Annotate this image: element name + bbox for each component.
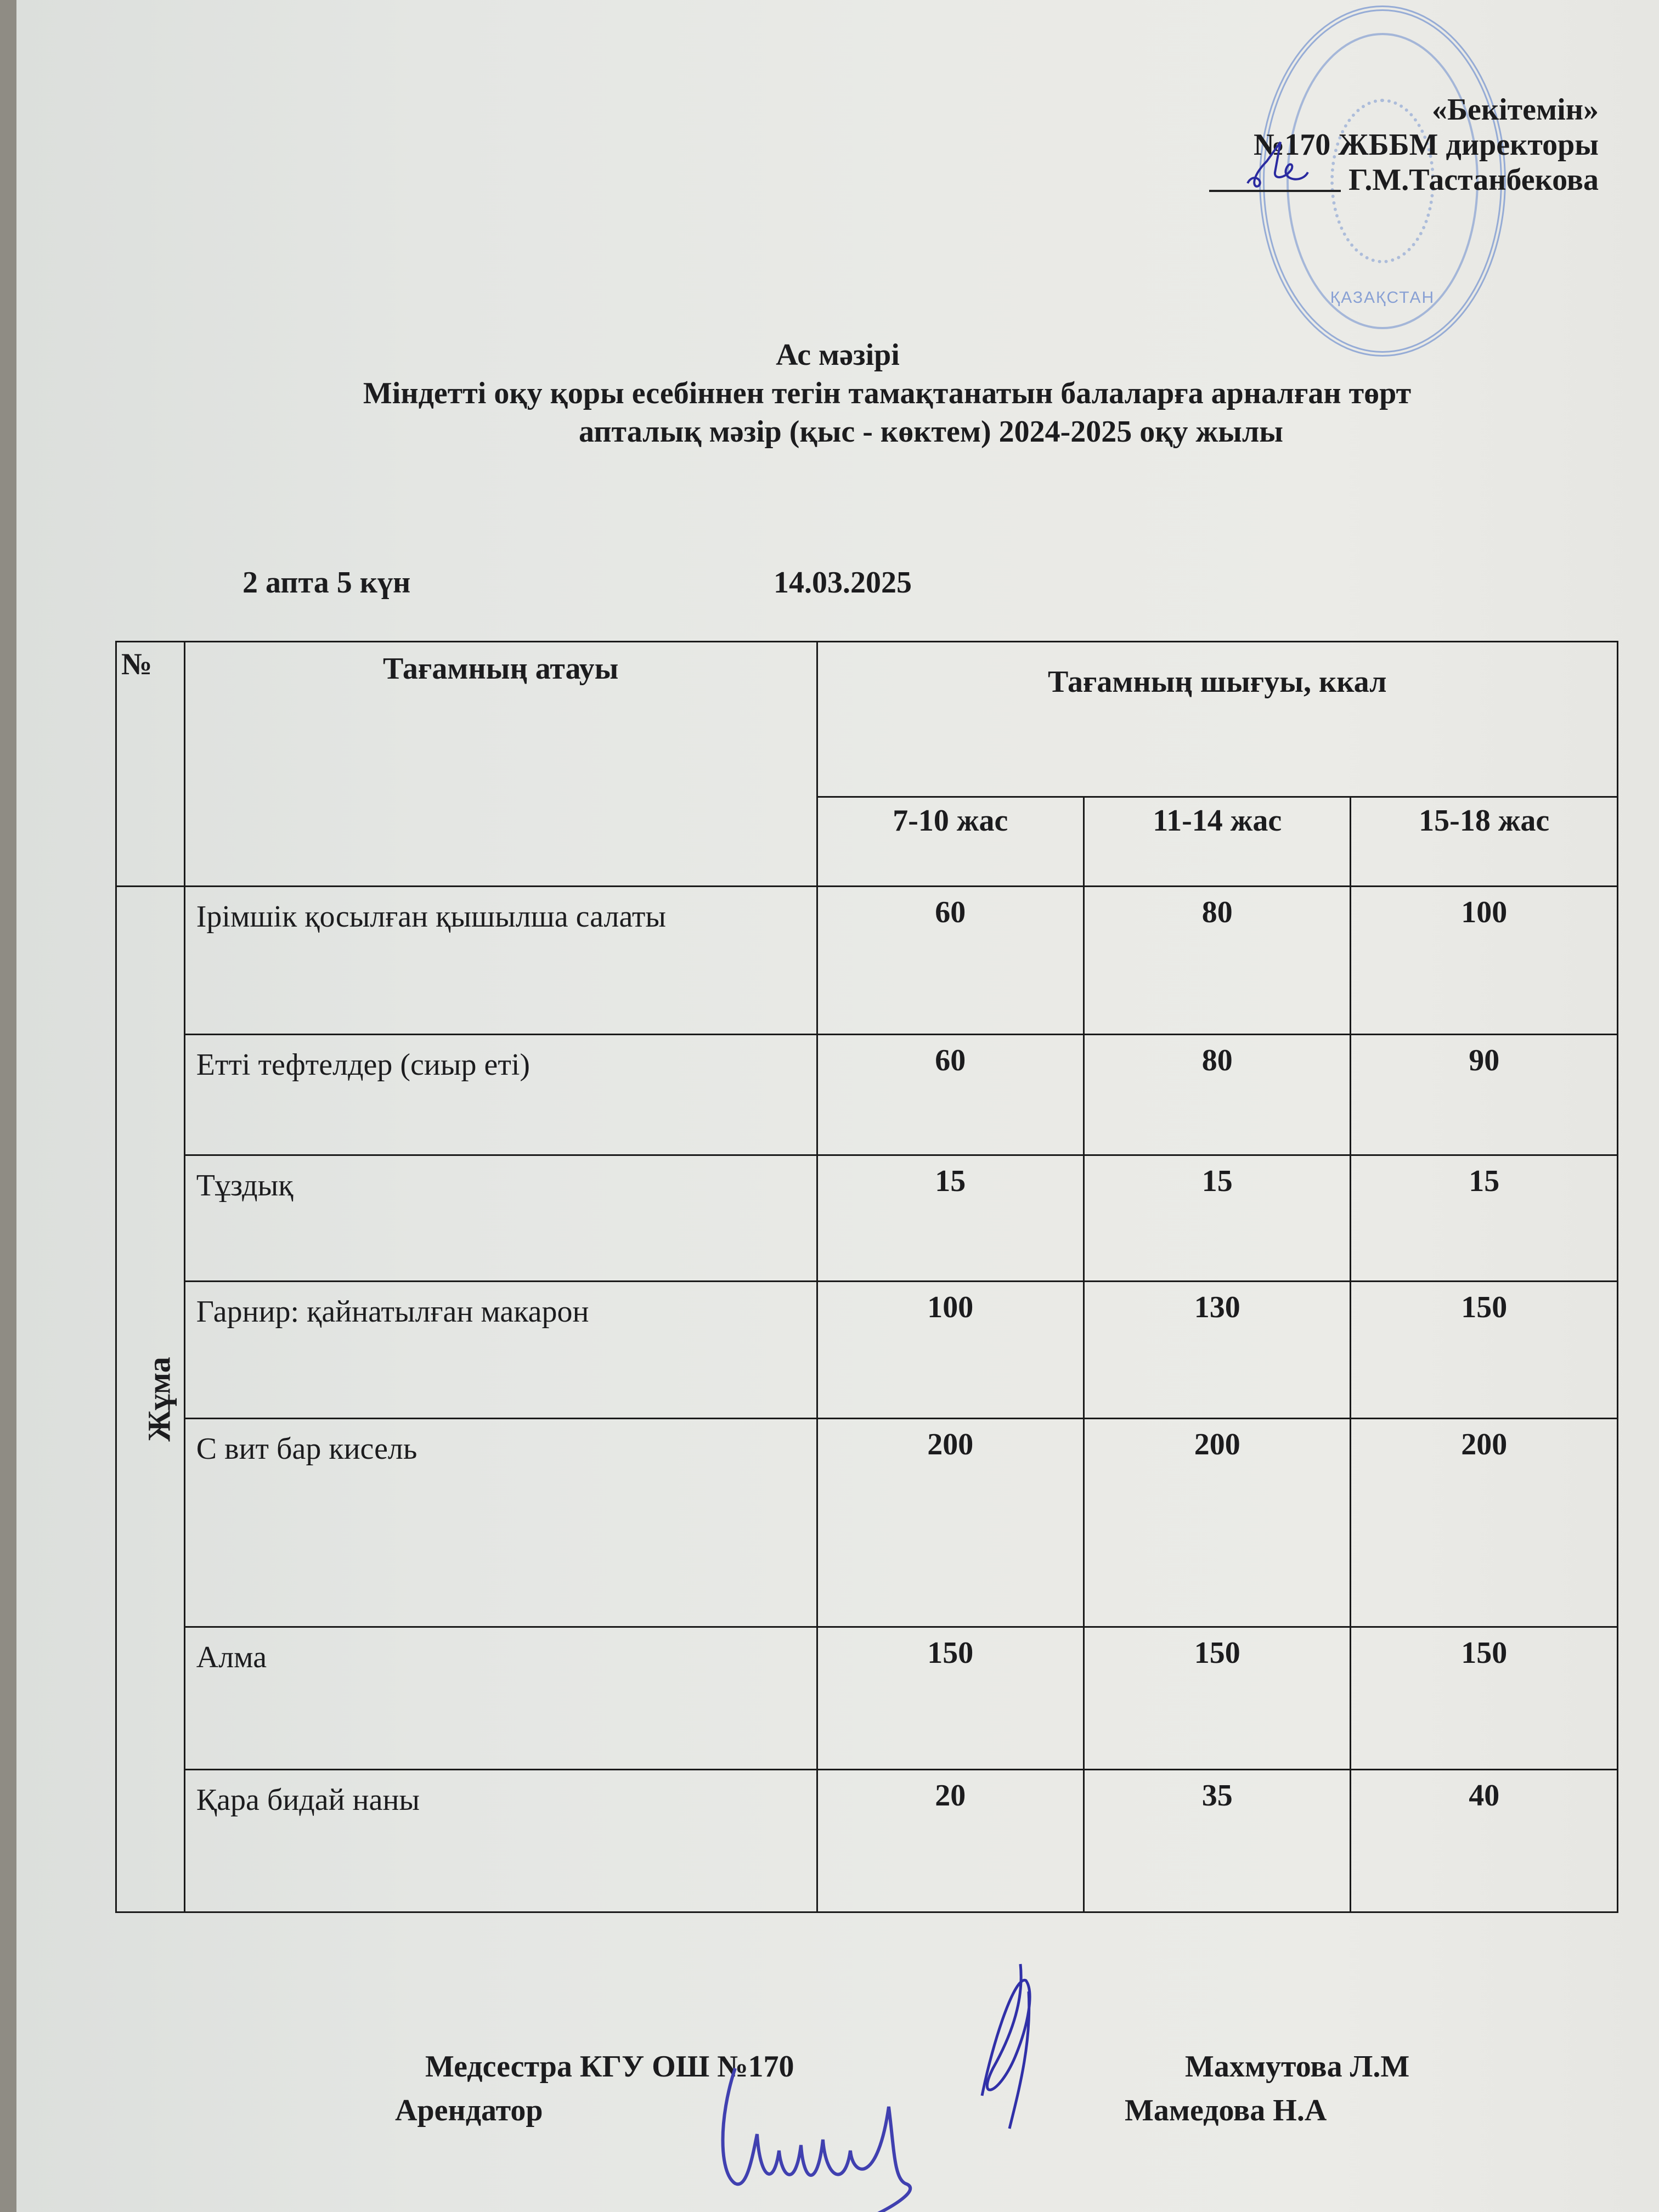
- menu-row: [116, 1770, 1618, 1912]
- portion-value: 200: [1351, 1419, 1618, 1627]
- lessee-role: Арендатор: [395, 2094, 543, 2128]
- dish-name: Алма: [184, 1627, 817, 1770]
- portion-value: 60: [817, 1035, 1084, 1155]
- day-label: Жұма: [141, 1357, 177, 1442]
- director-signature: [1242, 139, 1313, 189]
- menu-row: [116, 1627, 1618, 1770]
- week-day-label: 2 апта 5 күн: [242, 566, 411, 600]
- approval-position: №170 ЖББМ директоры: [1253, 128, 1599, 162]
- title-line-2: Міндетті оқу қоры есебіннен тегін тамақтанатын балаларға арналған төрт: [363, 376, 1412, 410]
- stamp-text: ҚАЗАҚСТАН: [1330, 289, 1435, 307]
- portion-value: 35: [1084, 1770, 1351, 1912]
- header-age-15-18: 15-18 жас: [1351, 797, 1618, 887]
- dish-name: С вит бар кисель: [184, 1419, 817, 1627]
- approval-heading: «Бекітемін»: [1431, 93, 1599, 127]
- title-line-3: апталық мәзір (қыс - көктем) 2024-2025 оқу жылы: [578, 415, 1284, 449]
- header-output: Тағамның шығуы, ккал: [817, 642, 1617, 797]
- approval-name: Г.М.Тастанбекова: [1348, 163, 1599, 197]
- header-age-11-14: 11-14 жас: [1084, 797, 1351, 887]
- portion-value: 60: [817, 887, 1084, 1035]
- nurse-name: Махмутова Л.М: [1185, 2050, 1410, 2084]
- approval-signature-line: [1209, 162, 1599, 198]
- portion-value: 90: [1351, 1035, 1618, 1155]
- menu-row: [116, 1035, 1618, 1155]
- portion-value: 150: [1351, 1627, 1618, 1770]
- dish-name: Қара бидай наны: [184, 1770, 817, 1912]
- dish-name: Гарнир: қайнатылған макарон: [184, 1282, 817, 1419]
- portion-value: 80: [1084, 1035, 1351, 1155]
- portion-value: 130: [1084, 1282, 1351, 1419]
- portion-value: 100: [817, 1282, 1084, 1419]
- dish-name: Тұздық: [184, 1155, 817, 1282]
- nurse-role: Медсестра КГУ ОШ №170: [425, 2050, 794, 2084]
- portion-value: 200: [817, 1419, 1084, 1627]
- day-cell: [116, 887, 185, 1912]
- menu-date: 14.03.2025: [774, 566, 912, 600]
- approval-block: [1209, 92, 1599, 198]
- portion-value: 15: [1351, 1155, 1618, 1282]
- document-title: [16, 336, 1659, 451]
- header-row-1: [116, 642, 1618, 797]
- portion-value: 80: [1084, 887, 1351, 1035]
- portion-value: 100: [1351, 887, 1618, 1035]
- header-age-7-10: 7-10 жас: [817, 797, 1084, 887]
- portion-value: 15: [1084, 1155, 1351, 1282]
- portion-value: 150: [1351, 1282, 1618, 1419]
- page-edge: [0, 0, 16, 2212]
- lessee-name: Мамедова Н.А: [1125, 2094, 1327, 2128]
- menu-row: [116, 887, 1618, 1035]
- dish-name: Етті тефтелдер (сиыр еті): [184, 1035, 817, 1155]
- portion-value: 150: [1084, 1627, 1351, 1770]
- dish-name: Ірімшік қосылған қышылша салаты: [184, 887, 817, 1035]
- menu-row: [116, 1282, 1618, 1419]
- header-number: №: [116, 642, 185, 887]
- portion-value: 20: [817, 1770, 1084, 1912]
- menu-table: [115, 641, 1618, 1913]
- portion-value: 15: [817, 1155, 1084, 1282]
- portion-value: 40: [1351, 1770, 1618, 1912]
- director-signature-line: [1209, 190, 1341, 192]
- portion-value: 200: [1084, 1419, 1351, 1627]
- portion-value: 150: [817, 1627, 1084, 1770]
- menu-row: [116, 1419, 1618, 1627]
- title-line-1: Ас мәзірі: [776, 338, 900, 372]
- menu-row: [116, 1155, 1618, 1282]
- lessee-signature: [713, 2052, 977, 2212]
- document-page: [16, 0, 1659, 2212]
- header-dish-name: Тағамның атауы: [184, 642, 817, 887]
